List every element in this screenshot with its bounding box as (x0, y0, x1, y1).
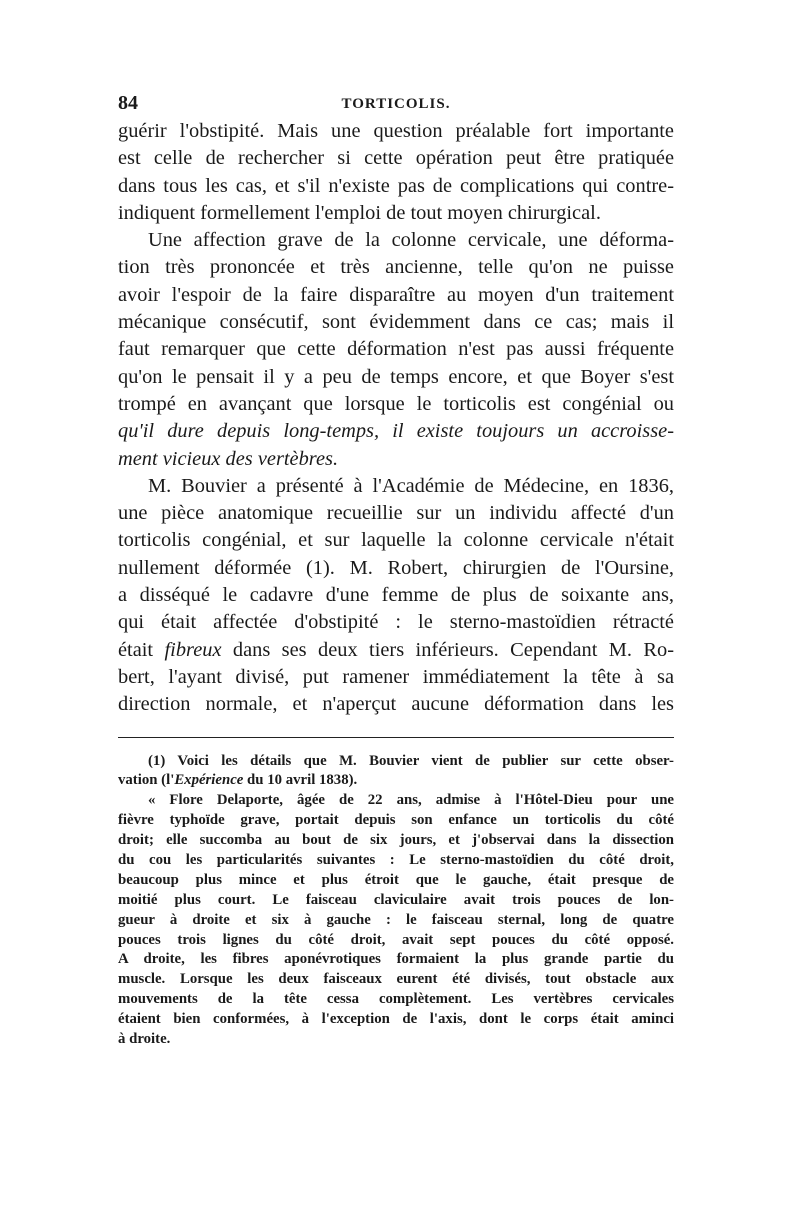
body-line: torticolis congénial, et sur laquelle la colonne cervicale n'était (118, 529, 674, 552)
footnote-line (118, 771, 674, 791)
footnote-line: « Flore Delaporte, âgée de 22 ans, admise à l'Hôtel-Dieu pour une (148, 792, 674, 809)
footnote-line: moitié plus court. Le faisceau claviculaire avait trois pouces de lon- (118, 891, 674, 908)
body-line: direction normale, et n'aperçut aucune déformation dans les (118, 693, 674, 716)
footnote-line: à droite. (118, 1031, 171, 1047)
text-segment: du 10 avril 1838). (243, 772, 358, 789)
italic-text: ment vicieux des vertèbres. (118, 447, 339, 470)
italic-text: Expérience (174, 772, 244, 789)
footnote-line: pouces trois lignes du côté droit, avait sept pouces du côté opposé. (118, 931, 674, 948)
body-line: mécanique consécutif, sont évidemment dans ce cas; mais il (118, 311, 674, 334)
book-page (118, 88, 674, 1050)
italic-text: fibreux (164, 638, 222, 661)
body-line: qui était affectée d'obstipité : le sterno-mastoïdien rétracté (118, 611, 674, 634)
body-line (118, 446, 674, 473)
footnote-line: muscle. Lorsque les deux faisceaux eurent été divisés, tout obstacle aux (118, 971, 674, 988)
body-line: qu'on le pensait il y a peu de temps encore, et que Boyer s'est (118, 365, 674, 388)
text-segment: était (118, 638, 165, 661)
footnote-line: étaient bien conformées, à l'exception de l'axis, dont le corps était aminci (118, 1011, 674, 1028)
footnote-line: A droite, les fibres aponévrotiques formaient la plus grande partie du (118, 951, 674, 968)
footnote-rule (118, 737, 674, 738)
body-line: une pièce anatomique recueillie sur un individu affecté d'un (118, 502, 674, 525)
footnote-line: mouvements de la tête cessa complètement. Les vertèbres cervicales (118, 991, 674, 1008)
footnote-line: fièvre typhoïde grave, portait depuis son enfance un torticolis du côté (118, 812, 674, 829)
page-header (118, 88, 674, 118)
body-line: Une affection grave de la colonne cervicale, une déforma- (148, 229, 674, 252)
body-line: trompé en avançant que lorsque le torticolis est congénial ou (118, 392, 674, 415)
text-segment: dans ses deux tiers inférieurs. Cependant M. Ro- (221, 638, 674, 661)
footnotes (118, 752, 674, 1050)
body-line: nullement déformée (1). M. Robert, chirurgien de l'Oursine, (118, 556, 674, 579)
body-line: est celle de rechercher si cette opération peut être pratiquée (118, 147, 674, 170)
body-line (118, 637, 674, 664)
body-line: bert, l'ayant divisé, put ramener immédiatement la tête à sa (118, 665, 674, 688)
body-text (118, 118, 674, 719)
body-line: avoir l'espoir de la faire disparaître au moyen d'un traitement (118, 283, 674, 306)
body-line: dans tous les cas, et s'il n'existe pas de complications qui contre- (118, 174, 674, 197)
footnote-line: droit; elle succomba au bout de six jours, et j'observai dans la dissection (118, 832, 674, 849)
page-number: 84 (118, 92, 138, 114)
footnote-line: beaucoup plus mince et plus étroit que le gauche, était presque de (118, 871, 674, 888)
body-line: faut remarquer que cette déformation n'est pas aussi fréquente (118, 338, 674, 361)
footnote-line: du cou les particularités suivantes : Le sterno-mastoïdien du côté droit, (118, 851, 674, 868)
body-line: guérir l'obstipité. Mais une question préalable fort importante (118, 120, 674, 142)
footnote-line: gueur à droite et six à gauche : le faisceau sternal, long de quatre (118, 911, 674, 928)
footnote-line: (1) Voici les détails que M. Bouvier vient de publier sur cette obser- (148, 752, 674, 769)
body-line (118, 418, 674, 445)
italic-text: qu'il dure depuis long-temps, il existe toujours un accroisse- (118, 420, 674, 443)
running-head: TORTICOLIS. (341, 96, 451, 112)
body-line: indiquent formellement l'emploi de tout moyen chirurgical. (118, 201, 601, 224)
body-line: M. Bouvier a présenté à l'Académie de Médecine, en 1836, (148, 474, 674, 497)
body-line: a disséqué le cadavre d'une femme de plus de soixante ans, (118, 584, 674, 607)
body-line: tion très prononcée et très ancienne, telle qu'on ne puisse (118, 256, 674, 279)
text-segment: vation (l' (118, 772, 175, 789)
